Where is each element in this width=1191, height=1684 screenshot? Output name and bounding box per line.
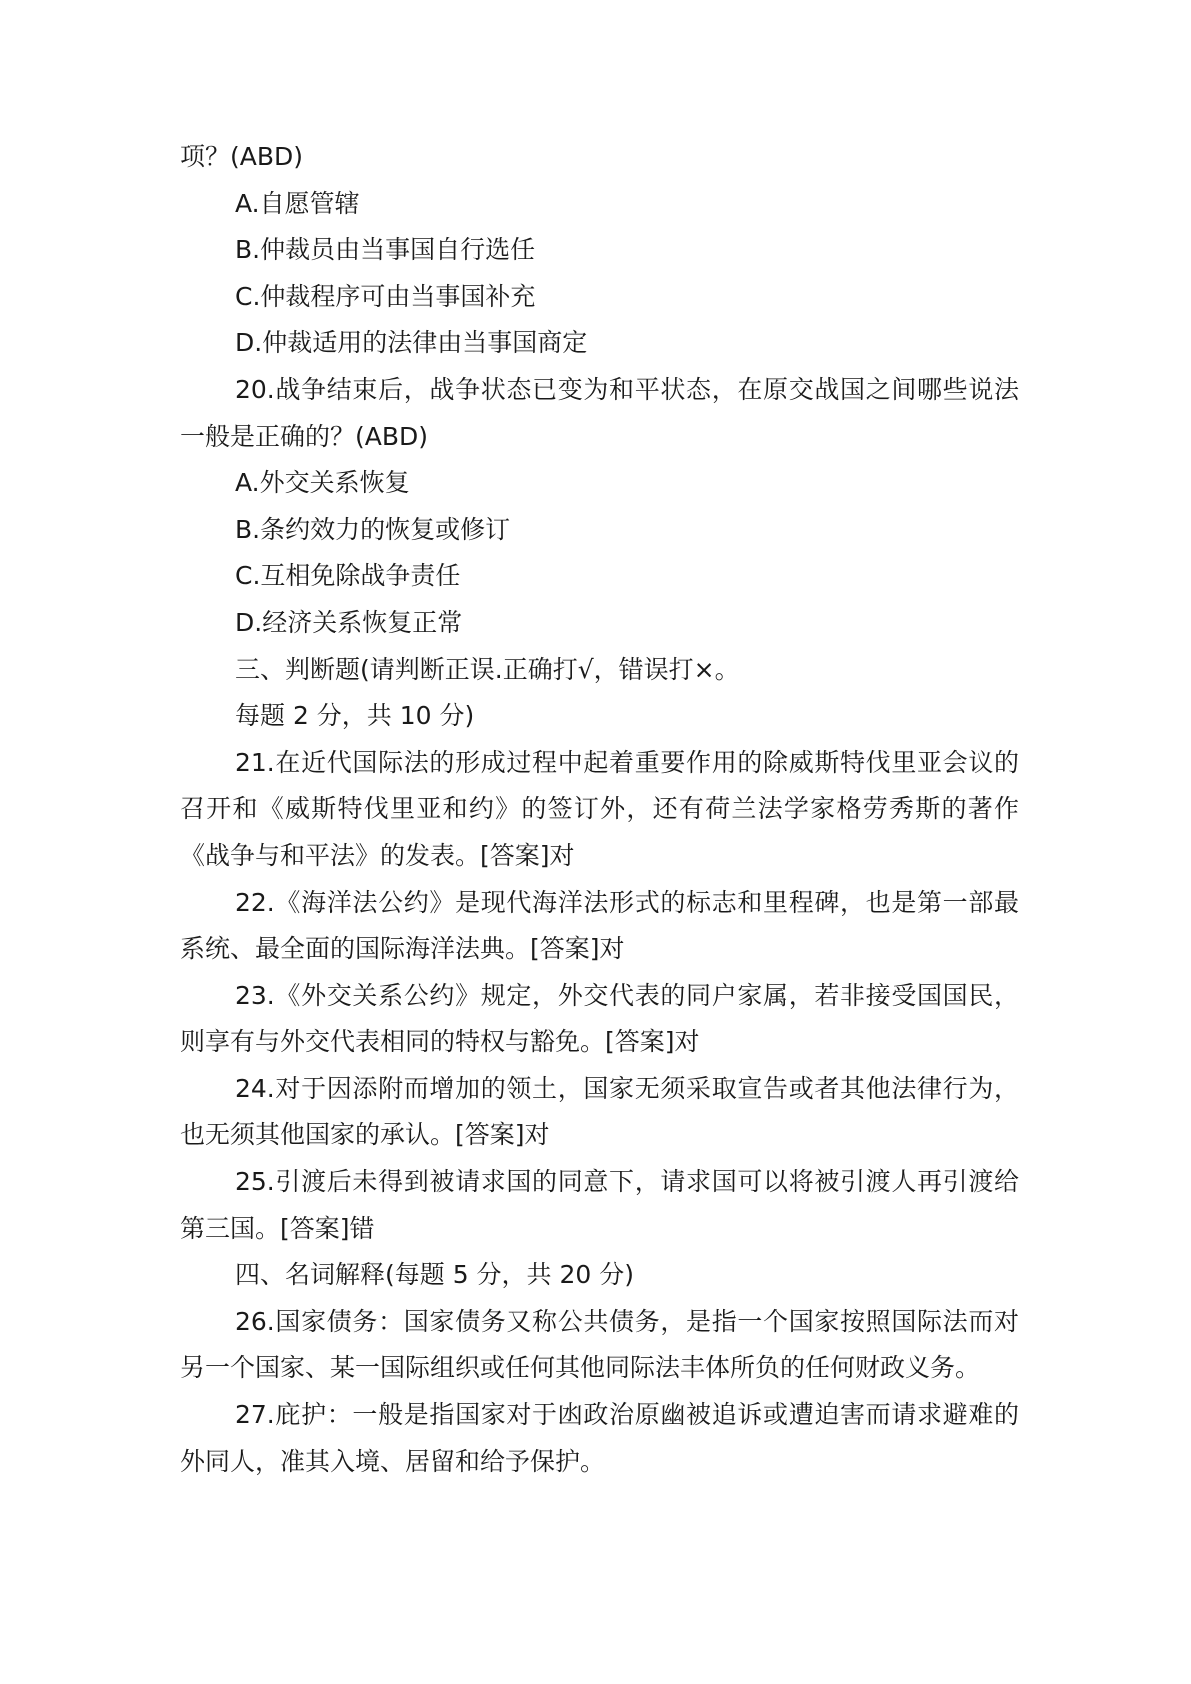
question-27: 27.庇护：一般是指国家对于凼政治原幽被追诉或遭迫害而请求避难的外同人，准其入境、居留和给予保护。 — [180, 1400, 1019, 1476]
question-22: 22.《海洋法公约》是现代海洋法形式的标志和里程碑，也是第一部最系统、最全面的国际海洋法典。[答案]对 — [180, 887, 1019, 964]
option-19-c: C.仲裁程序可由当事国补充 — [235, 281, 536, 311]
option-20-d: D.经济关系恢复正常 — [235, 607, 463, 637]
question-23: 23.《外交关系公约》规定，外交代表的同户家属，若非接受国国民，则享有与外交代表相同的特权与豁免。[答案]对 — [180, 980, 1019, 1057]
question-25: 25.引渡后未得到被请求国的同意下，请求国可以将被引渡人再引渡给第三国。[答案]错 — [180, 1167, 1019, 1243]
option-20-c: C.互相免除战争责任 — [235, 561, 461, 591]
section-scoring-note: 每题 2 分，共 10 分) — [235, 701, 475, 731]
question-21: 21.在近代国际法的形成过程中起着重要作用的除威斯特伐里亚会议的召开和《威斯特伐里亚和约》的签订外，还有荷兰法学家格劳秀斯的著作《战争与和平法》的发表。[答案]对 — [180, 747, 1019, 870]
question-20: 20.战争结束后，战争状态已变为和平状态，在原交战国之间哪些说法一般是正确的？(ABD) — [180, 374, 1019, 451]
option-19-b: B.仲裁员由当事国自行选任 — [235, 235, 536, 265]
paragraph-question-19-continuation: 项？(ABD) — [180, 142, 304, 171]
option-19-a: A.自愿管辖 — [235, 188, 360, 218]
question-24: 24.对于因添附而增加的领土，国家无须采取宣告或者其他法律行为，也无须其他国家的承认。[答案]对 — [180, 1073, 1019, 1150]
section-heading-definitions: 四、名词解释(每题 5 分，共 20 分) — [235, 1260, 635, 1290]
question-26: 26.国家债务：国家债务又称公共债务，是指一个国家按照国际法而对另一个国家、某一国际组织或任何其他同际法丰体所负的任何财政义务。 — [180, 1306, 1019, 1383]
option-19-d: D.仲裁适用的法律由当事国商定 — [235, 328, 588, 358]
option-20-a: A.外交关系恢复 — [235, 468, 410, 498]
option-20-b: B.条约效力的恢复或修订 — [235, 514, 511, 544]
section-heading-true-false: 三、判断题(请判断正误.正确打√，错误打×。 — [235, 654, 740, 684]
